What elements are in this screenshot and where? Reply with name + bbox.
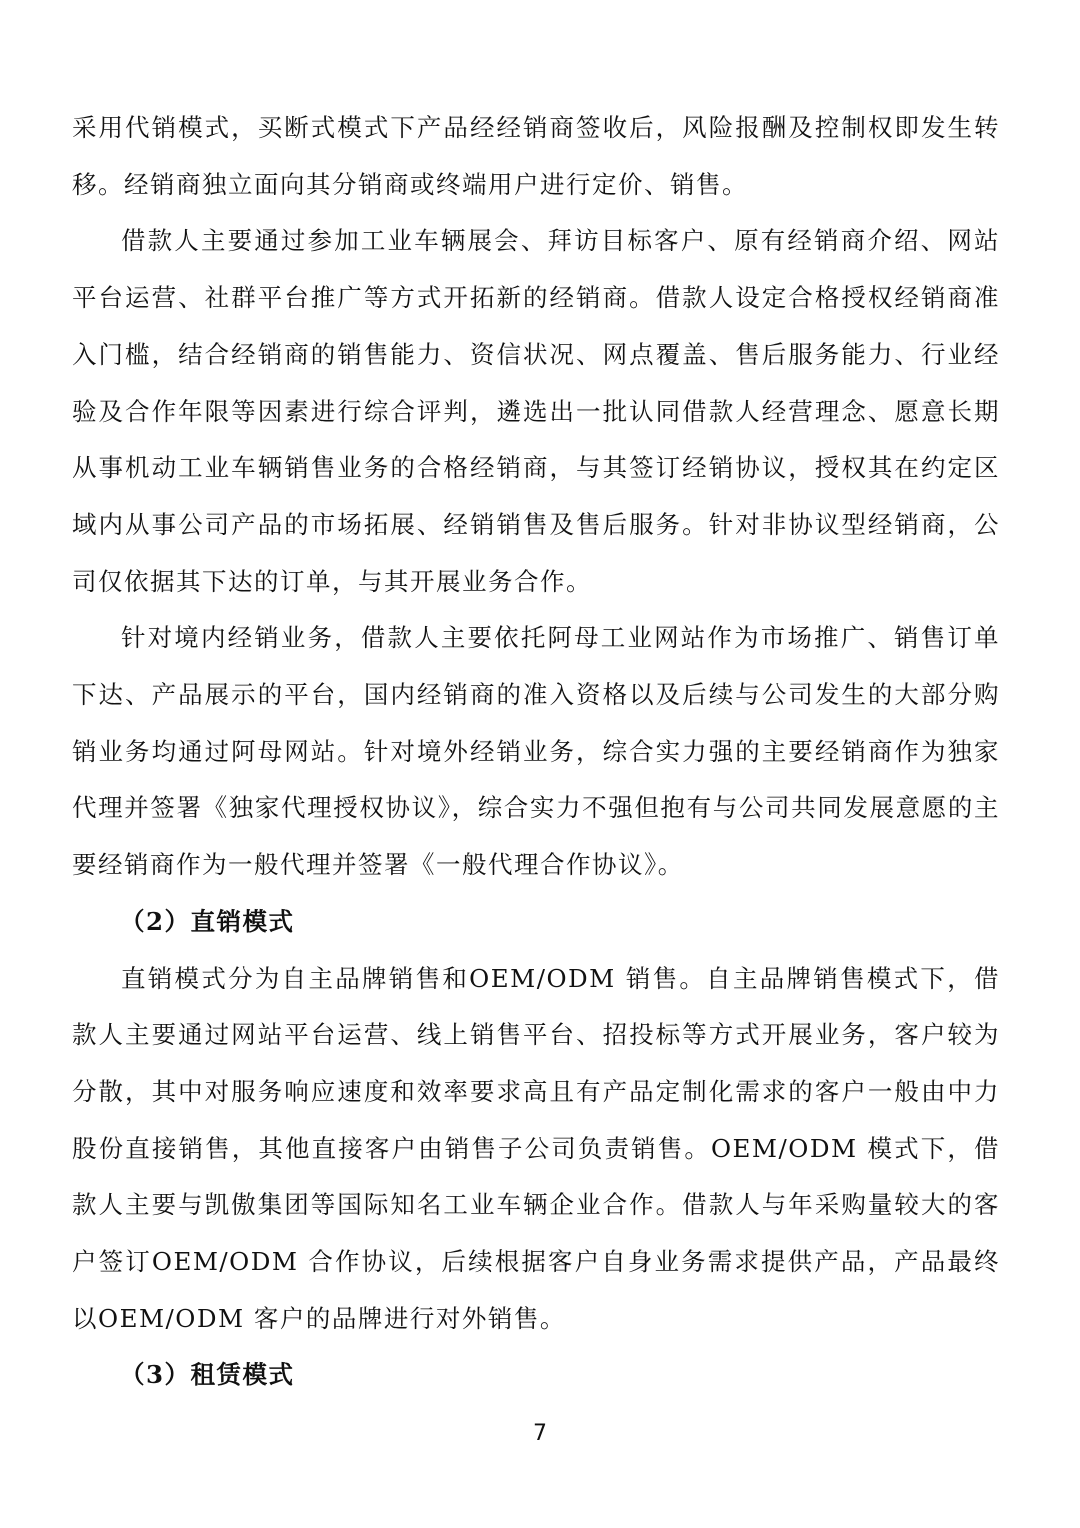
page-number: 7 [533, 1421, 547, 1446]
paragraph-continued: 采用代销模式，买断式模式下产品经经销商签收后，风险报酬及控制权即发生转移。经销商独立面向其分销商或终端用户进行定价、销售。 [72, 113, 1000, 199]
section-heading-direct-sales: （2）直销模式 [120, 906, 295, 936]
paragraph-dealer-development: 借款人主要通过参加工业车辆展会、拜访目标客户、原有经销商介绍、网站平台运营、社群平台推广等方式开拓新的经销商。借款人设定合格授权经销商准入门槛，结合经销商的销售能力、资信状况、网点覆盖、售后服务能力、行业经验及合作年限等因素进行综合评判，遴选出一批认同借款人经营理念、愿意长期从事机动工业车辆销售业务的合格经销商，与其签订经销协议，授权其在约定区域内从事公司产品的市场拓展、经销销售及售后服务。针对非协议型经销商，公司仅依据其下达的订单，与其开展业务合作。 [72, 226, 1000, 596]
section-heading-leasing: （3）租赁模式 [120, 1360, 295, 1390]
paragraph-direct-sales: 直销模式分为自主品牌销售和OEM/ODM 销售。自主品牌销售模式下，借款人主要通过网站平台运营、线上销售平台、招投标等方式开展业务，客户较为分散，其中对服务响应速度和效率要求高且有产品定制化需求的客户一般由中力股份直接销售，其他直接客户由销售子公司负责销售。OEM/ODM 模式下，借款人主要与凯傲集团等国际知名工业车辆企业合作。借款人与年采购量较大的客户签订OEM/ODM 合作协议，后续根据客户自身业务需求提供产品，产品最终以OEM/ODM 客户的品牌进行对外销售。 [72, 963, 1000, 1333]
paragraph-domestic-overseas-dealers: 针对境内经销业务，借款人主要依托阿母工业网站作为市场推广、销售订单下达、产品展示的平台，国内经销商的准入资格以及后续与公司发生的大部分购销业务均通过阿母网站。针对境外经销业务，综合实力强的主要经销商作为独家代理并签署《独家代理授权协议》，综合实力不强但抱有与公司共同发展意愿的主要经销商作为一般代理并签署《一般代理合作协议》。 [72, 623, 1000, 880]
page-content [72, 100, 1000, 1404]
